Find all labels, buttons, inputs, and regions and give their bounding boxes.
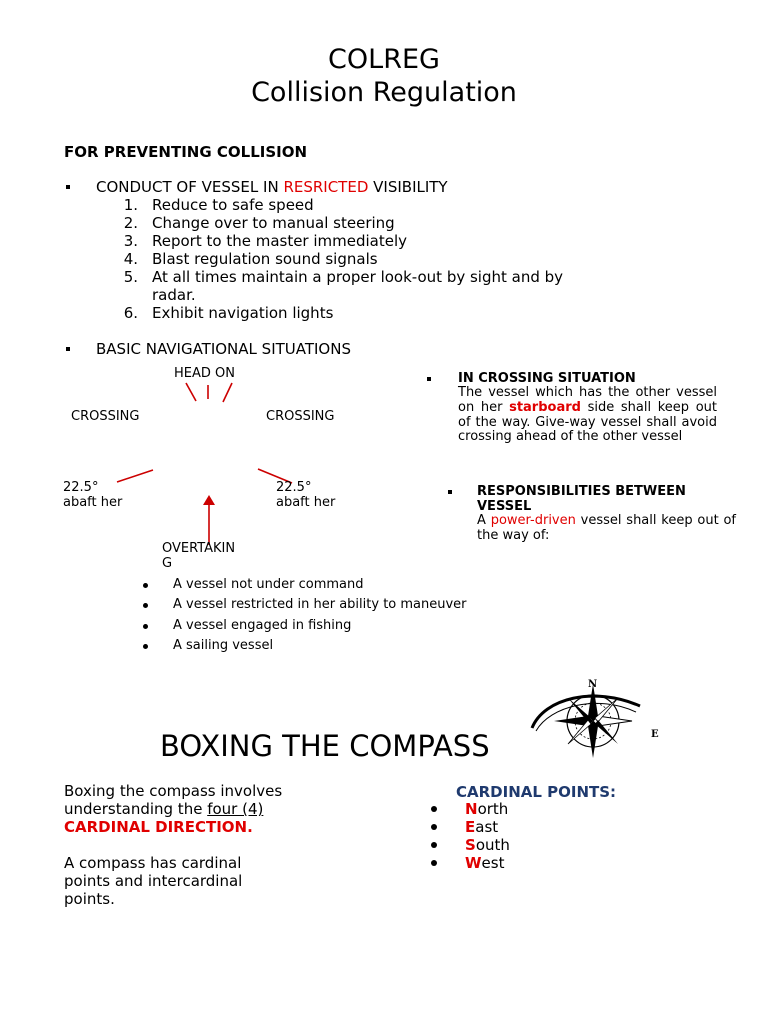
square-bullet-icon — [448, 490, 452, 494]
compass-paragraph-line2: points and intercardinal — [64, 872, 243, 890]
step-text: Change over to manual steering — [152, 214, 395, 232]
angle-left-label: 22.5° — [63, 480, 99, 495]
list-item — [465, 800, 508, 818]
responsibilities-text-highlight: power-driven — [490, 513, 576, 528]
bullet-dot-icon — [431, 806, 437, 812]
crossing-situation-heading: IN CROSSING SITUATION — [458, 371, 636, 386]
step-number: 1. — [123, 196, 138, 214]
head-on-arrow-right — [223, 383, 232, 402]
bullet-dot-icon — [143, 583, 148, 588]
step-number: 2. — [123, 214, 138, 232]
responsibilities-text-after: vessel shall keep out of the way of: — [477, 513, 736, 543]
angle-right-label: 22.5° — [276, 480, 312, 495]
list-item — [465, 818, 498, 836]
crossing-text-highlight: starboard — [509, 399, 581, 415]
conduct-after: VISIBILITY — [368, 178, 448, 196]
conduct-before: CONDUCT OF VESSEL IN — [96, 178, 284, 196]
step-number: 6. — [123, 304, 138, 322]
compass-intro — [64, 782, 282, 836]
step-text-continued: radar. — [152, 286, 196, 304]
crossing-text-after: side shall keep out of the way. Give-way vessel shall avoid crossing ahead of the other vessel — [458, 399, 717, 445]
rose-n-label: N — [588, 679, 598, 690]
conduct-highlight: RESRICTED — [283, 178, 369, 196]
overtaking-label — [162, 541, 235, 571]
point-rest: est — [481, 854, 505, 872]
point-initial: E — [465, 818, 476, 836]
step-number: 3. — [123, 232, 138, 250]
compass-rose-icon — [514, 676, 664, 756]
bullet-dot-icon — [143, 624, 148, 629]
list-item — [465, 854, 504, 872]
responsibilities-heading — [477, 484, 686, 514]
crossing-text-before: The vessel which has the other vessel on her — [458, 385, 717, 415]
point-initial: N — [465, 800, 478, 818]
page-title-line2: Collision Regulation — [251, 77, 517, 108]
list-item: A vessel not under command — [173, 577, 364, 592]
list-item — [465, 836, 510, 854]
crossing-left-label: CROSSING — [71, 409, 140, 424]
rose-e-label: E — [651, 729, 659, 740]
head-on-label: HEAD ON — [174, 366, 235, 381]
crossing-left-arrow — [117, 470, 153, 482]
point-initial: S — [465, 836, 476, 854]
step-text: Exhibit navigation lights — [152, 304, 334, 322]
list-item: A vessel restricted in her ability to maneuver — [173, 597, 467, 612]
overtaking-arrow-head-icon — [203, 495, 215, 505]
responsibilities-paragraph — [477, 513, 736, 543]
head-on-arrow-left — [186, 383, 196, 401]
compass-intro-line2 — [64, 800, 282, 818]
point-rest: orth — [477, 800, 509, 818]
step-number: 4. — [123, 250, 138, 268]
compass-title: BOXING THE COMPASS — [160, 729, 490, 763]
page-title-line1: COLREG — [328, 44, 440, 75]
square-bullet-icon — [427, 377, 431, 381]
cardinal-points-heading: CARDINAL POINTS: — [456, 783, 617, 801]
step-text: Reduce to safe speed — [152, 196, 314, 214]
crossing-situation-paragraph — [458, 386, 717, 445]
point-rest: ast — [475, 818, 499, 836]
basic-situations-heading: BASIC NAVIGATIONAL SITUATIONS — [96, 340, 351, 358]
point-rest: outh — [475, 836, 510, 854]
responsibilities-heading-line2: VESSEL — [477, 499, 532, 514]
section-heading: FOR PREVENTING COLLISION — [64, 143, 308, 161]
compass-paragraph-line1: A compass has cardinal — [64, 854, 242, 872]
responsibilities-text-before: A — [477, 513, 491, 528]
step-text: Blast regulation sound signals — [152, 250, 378, 268]
compass-intro-line1: Boxing the compass involves — [64, 782, 283, 800]
angle-right-block — [276, 480, 335, 528]
angle-left-block — [63, 480, 122, 528]
bullet-dot-icon — [431, 860, 437, 866]
intro-before: understanding the — [64, 800, 208, 818]
crossing-right-label: CROSSING — [266, 409, 335, 424]
bullet-dot-icon — [143, 603, 148, 608]
overtaking-label-line2: G — [162, 556, 173, 571]
bullet-dot-icon — [431, 842, 437, 848]
abaft-left-label: abaft her — [63, 495, 123, 510]
list-item: A vessel engaged in fishing — [173, 618, 352, 633]
responsibilities-heading-line1: RESPONSIBILITIES BETWEEN — [477, 484, 686, 499]
step-number: 5. — [123, 268, 138, 286]
step-text: At all times maintain a proper look-out by sight and by — [152, 268, 564, 286]
point-initial: W — [465, 854, 482, 872]
bullet-dot-icon — [143, 644, 148, 649]
bullet-dot-icon — [431, 824, 437, 830]
compass-paragraph-line3: points. — [64, 890, 115, 908]
step-text: Report to the master immediately — [152, 232, 408, 250]
intro-underlined: four (4) — [207, 800, 264, 818]
compass-paragraph — [64, 854, 242, 908]
cardinal-direction-label: CARDINAL DIRECTION. — [64, 818, 253, 836]
overtaking-label-line1: OVERTAKIN — [162, 541, 236, 556]
list-item: A sailing vessel — [173, 638, 274, 653]
abaft-right-label: abaft her — [276, 495, 336, 510]
